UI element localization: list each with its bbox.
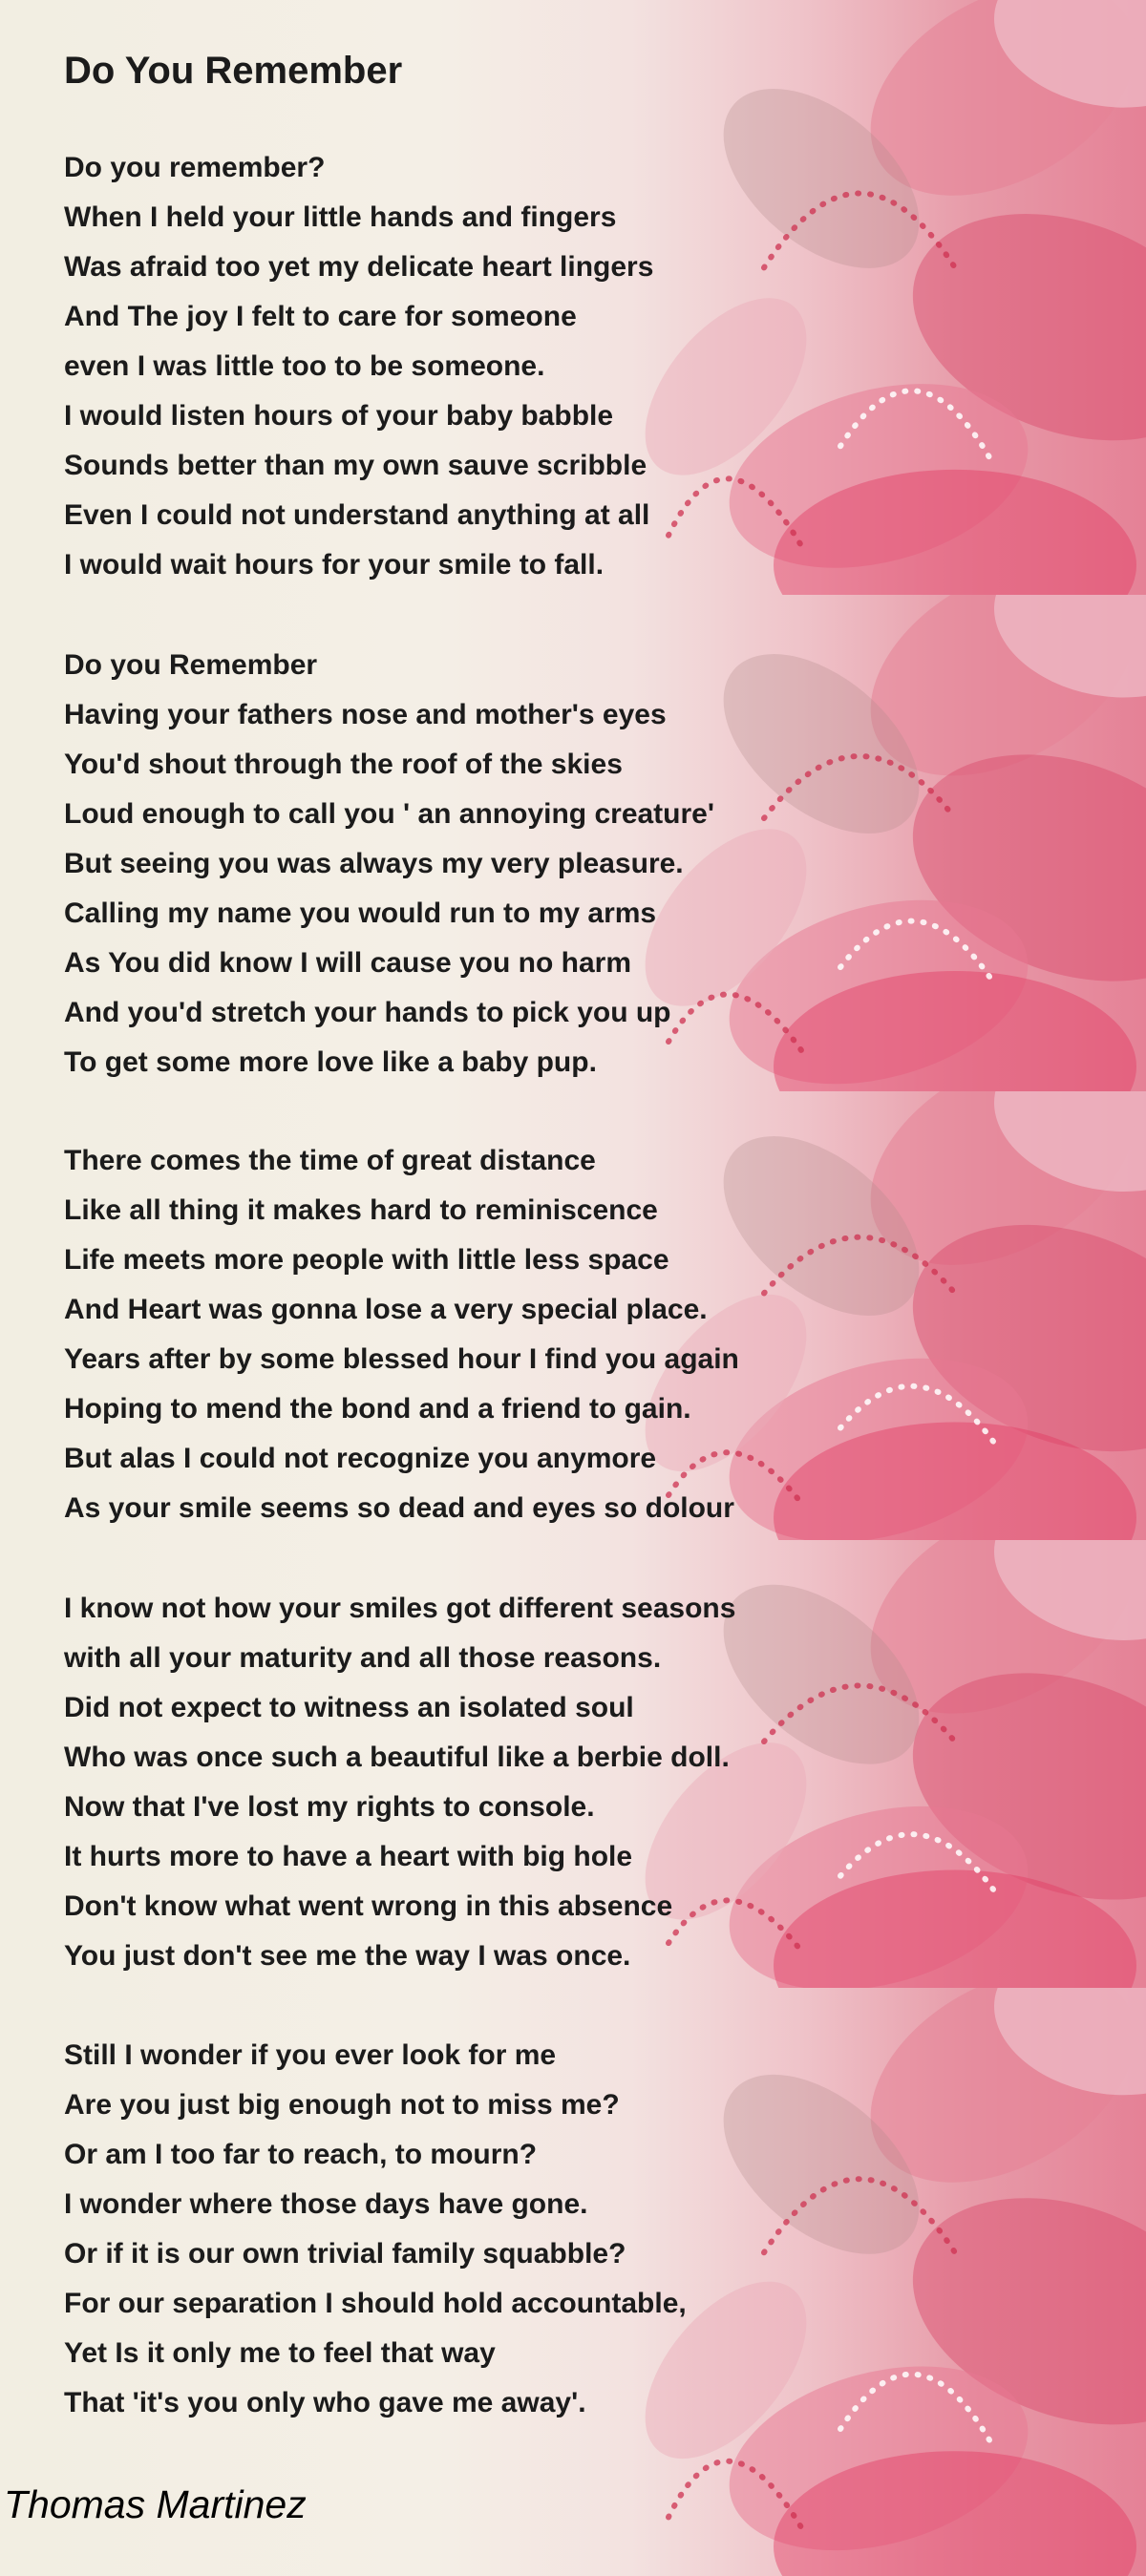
poem-line: Do you Remember [64, 649, 318, 681]
poem-line: Do you remember? [64, 152, 326, 183]
poem-line: And The joy I felt to care for someone [64, 301, 577, 332]
poem-line: As You did know I will cause you no harm [64, 947, 631, 979]
poem-author: Thomas Martinez [4, 2482, 307, 2526]
poem-line: I wonder where those days have gone. [64, 2188, 588, 2220]
poem-line: Hoping to mend the bond and a friend to gain. [64, 1393, 691, 1425]
poem-line: Are you just big enough not to miss me? [64, 2089, 620, 2121]
poem-line: That 'it's you only who gave me away'. [64, 2387, 586, 2418]
poem-line: To get some more love like a baby pup. [64, 1046, 597, 1078]
poem-line: Like all thing it makes hard to reminiscence [64, 1194, 658, 1226]
poem-line: Was afraid too yet my delicate heart lingers [64, 251, 654, 283]
poem-line: But seeing you was always my very pleasure. [64, 848, 684, 879]
poem-title: Do You Remember [64, 50, 403, 92]
poem-line: It hurts more to have a heart with big hole [64, 1841, 633, 1872]
stanza [64, 143, 653, 590]
poem-line: Yet Is it only me to feel that way [64, 2337, 496, 2369]
poem-line: Who was once such a beautiful like a berbie doll. [64, 1742, 730, 1773]
poem-line: For our separation I should hold accountable, [64, 2288, 687, 2319]
poem-line: even I was little too to be someone. [64, 350, 545, 382]
poem-line: As your smile seems so dead and eyes so dolour [64, 1492, 734, 1524]
poem-line: Don't know what went wrong in this absence [64, 1890, 673, 1922]
poem-line: There comes the time of great distance [64, 1145, 596, 1176]
poem-line: Still I wonder if you ever look for me [64, 2039, 557, 2071]
poem-line: But alas I could not recognize you anymore [64, 1443, 657, 1474]
poem-line: Or if it is our own trivial family squabble? [64, 2238, 626, 2270]
poem-line: When I held your little hands and fingers [64, 201, 617, 233]
poem-line: And Heart was gonna lose a very special place. [64, 1294, 708, 1325]
poem-line: Sounds better than my own sauve scribble [64, 450, 647, 481]
poem-line: Now that I've lost my rights to console. [64, 1791, 595, 1823]
poem-line: And you'd stretch your hands to pick you up [64, 997, 671, 1028]
poem-line: You just don't see me the way I was once. [64, 1940, 631, 1972]
poem-line: Life meets more people with little less space [64, 1244, 669, 1276]
poem-line: with all your maturity and all those reasons. [64, 1642, 662, 1674]
poem-line: Did not expect to witness an isolated soul [64, 1692, 634, 1723]
poem-line: Having your fathers nose and mother's eyes [64, 699, 667, 730]
stanza [64, 641, 714, 1087]
stanza [64, 2031, 687, 2428]
stanza [64, 1136, 739, 1533]
poem-line: I would listen hours of your baby babble [64, 400, 614, 432]
poem-line: You'd shout through the roof of the skies [64, 749, 623, 780]
poem-line: Even I could not understand anything at all [64, 499, 650, 531]
poem-line: Or am I too far to reach, to mourn? [64, 2139, 538, 2170]
stanza [64, 1584, 735, 1981]
poem-line: Loud enough to call you ' an annoying creature' [64, 798, 714, 830]
poem-line: I know not how your smiles got different seasons [64, 1593, 736, 1624]
poem-line: I would wait hours for your smile to fall. [64, 549, 605, 581]
poem-line: Years after by some blessed hour I find you again [64, 1343, 739, 1375]
poem-line: Calling my name you would run to my arms [64, 897, 657, 929]
